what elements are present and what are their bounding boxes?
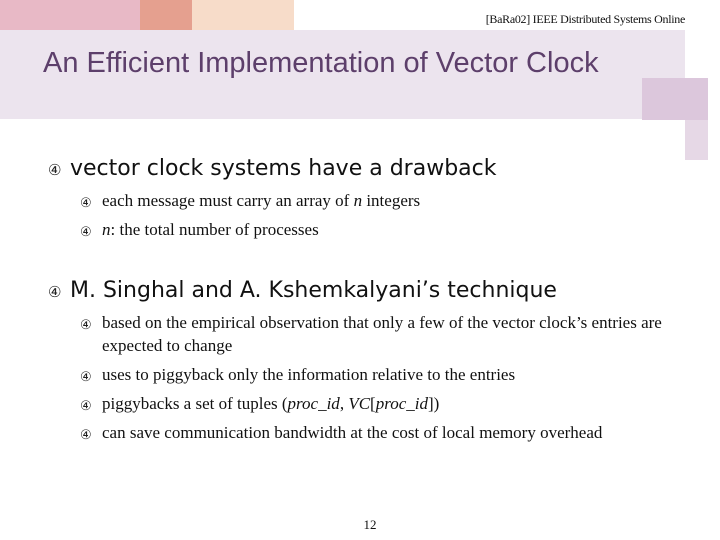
sub-bullet-text: each message must carry an array of n integers <box>102 191 421 210</box>
bullet-marker: ④ <box>80 369 92 384</box>
bullet-marker: ④ <box>80 427 92 442</box>
sub-bullet-text: n: the total number of processes <box>102 220 319 239</box>
sub-bullet-text: uses to piggyback only the information relative to the entries <box>102 365 516 384</box>
sub-bullet-text: piggybacks a set of tuples (proc_id, VC[proc_id]) <box>102 394 440 413</box>
bullet-text: M. Singhal and A. Kshemkalyani’s technique <box>70 278 557 303</box>
bullet-marker: ④ <box>48 283 62 301</box>
sub-bullet-text: based on the empirical observation that only a few of the vector clock’s entries are expected to change <box>102 313 662 355</box>
sub-bullet <box>80 392 690 417</box>
bullet-marker: ④ <box>80 317 92 332</box>
bullet-text: vector clock systems have a drawback <box>70 156 497 181</box>
bullet-marker: ④ <box>48 161 62 179</box>
sub-bullet-text: can save communication bandwidth at the cost of local memory overhead <box>102 423 603 442</box>
bullet-singhal-technique <box>48 278 557 303</box>
sub-bullet <box>80 311 690 357</box>
bullet-marker: ④ <box>80 224 92 239</box>
bullet-vector-clock-drawback <box>48 156 496 181</box>
page-number: 12 <box>363 517 377 532</box>
source-citation: [BaRa02] IEEE Distributed Systems Online <box>485 12 685 26</box>
sub-bullet <box>80 189 690 214</box>
slide-title: An Efficient Implementation of Vector Clock <box>43 47 599 79</box>
decor-block-lavender-right <box>642 78 708 120</box>
sub-bullet <box>80 363 690 388</box>
bullet-marker: ④ <box>80 398 92 413</box>
decor-block-lavender-small <box>685 120 708 160</box>
bullet-marker: ④ <box>80 195 92 210</box>
sub-bullet <box>80 218 690 243</box>
sub-bullet <box>80 421 690 446</box>
